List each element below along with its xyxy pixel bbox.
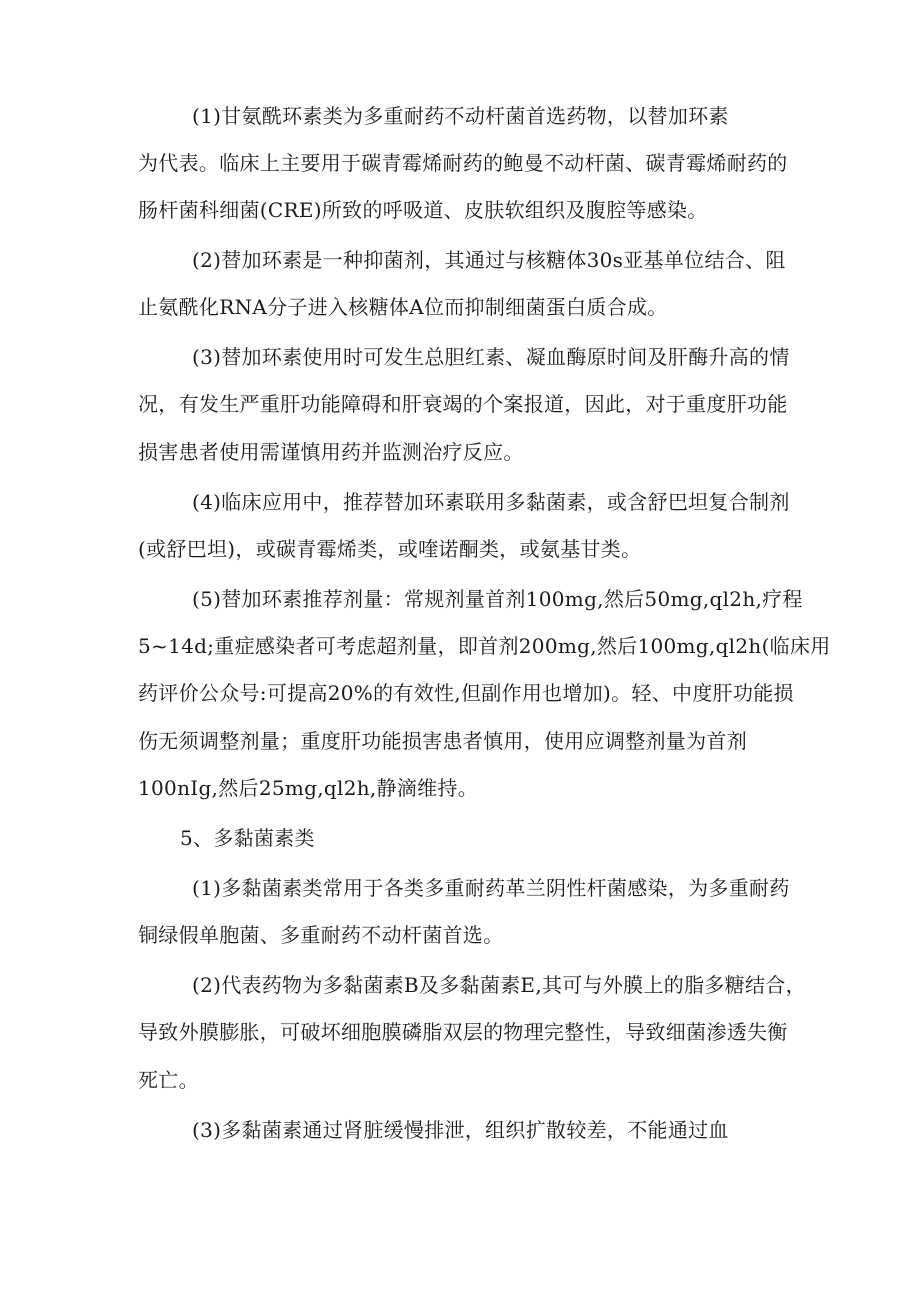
text-line: (1)甘氨酰环素类为多重耐药不动杆菌首选药物，以替加环素	[192, 104, 729, 128]
text-line: 损害患者使用需谨慎用药并监测治疗反应。	[138, 440, 524, 464]
text-line: (2)替加环素是一种抑菌剂，其通过与核糖体30s亚基单位结合、阻	[192, 248, 786, 272]
text-line: 5~14d;重症感染者可考虑超剂量，即首剂200mg,然后100mg,ql2h(临床用	[138, 634, 831, 658]
text-line: 铜绿假单胞菌、多重耐药不动杆菌首选。	[138, 923, 504, 947]
section-heading: 5、多黏菌素类	[180, 826, 315, 850]
text-line: (或舒巴坦)，或碳青霉烯类，或喹诺酮类，或氨基甘类。	[138, 537, 642, 561]
text-line: (1)多黏菌素类常用于各类多重耐药革兰阴性杆菌感染，为多重耐药	[192, 876, 790, 900]
text-line: (3)多黏菌素通过肾脏缓慢排泄，组织扩散较差，不能通过血	[192, 1118, 729, 1142]
text-line: (3)替加环素使用时可发生总胆红素、凝血酶原时间及肝酶升高的情	[192, 345, 790, 369]
text-line: (2)代表药物为多黏菌素B及多黏菌素E,其可与外膜上的脂多糖结合，	[192, 973, 806, 997]
text-line: (5)替加环素推荐剂量：常规剂量首剂100mg,然后50mg,ql2h,疗程	[192, 587, 803, 611]
text-line: (4)临床应用中，推荐替加环素联用多黏菌素，或含舒巴坦复合制剂	[192, 490, 790, 514]
text-line: 药评价公众号:可提高20%的有效性,但副作用也增加)。轻、中度肝功能损	[138, 681, 794, 705]
text-line: 死亡。	[138, 1068, 199, 1092]
text-line: 肠杆菌科细菌(CRE)所致的呼吸道、皮肤软组织及腹腔等感染。	[138, 198, 708, 222]
text-line: 导致外膜膨胀，可破坏细胞膜磷脂双层的物理完整性，导致细菌渗透失衡	[138, 1020, 788, 1044]
text-line: 100nIg,然后25mg,ql2h,静滴维持。	[138, 776, 479, 800]
text-line: 况，有发生严重肝功能障碍和肝衰竭的个案报道，因此，对于重度肝功能	[138, 392, 788, 416]
text-line: 伤无须调整剂量；重度肝功能损害患者慎用，使用应调整剂量为首剂	[138, 729, 747, 753]
text-line: 为代表。临床上主要用于碳青霉烯耐药的鲍曼不动杆菌、碳青霉烯耐药的	[138, 151, 788, 175]
text-line: 止氨酰化RNA分子进入核糖体A位而抑制细菌蛋白质合成。	[138, 295, 668, 319]
